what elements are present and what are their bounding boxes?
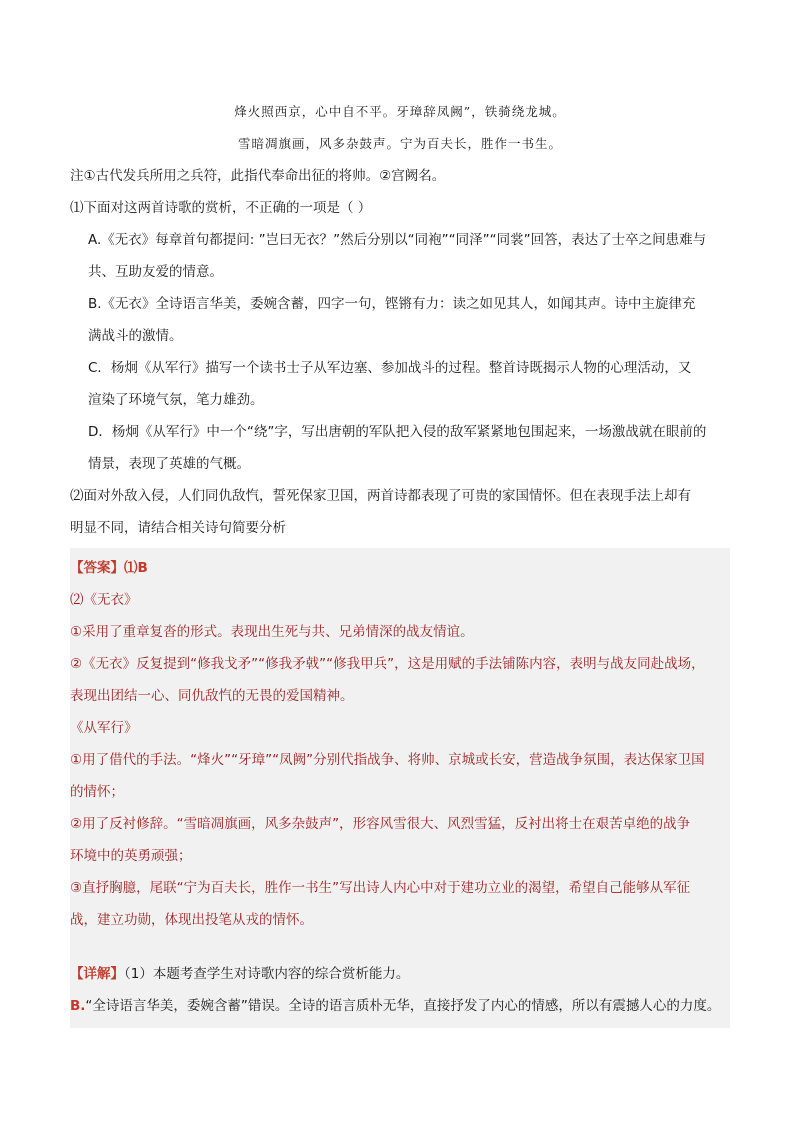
option-d: [70, 416, 730, 480]
detail-b-text: “全诗语言华美，委婉含蓄”错误。全诗的语言质朴无华，直接抒发了内心的情感，所以有震撼人心的力度。: [85, 998, 721, 1014]
option-a-line-2: 共、互助友爱的情意。: [88, 264, 223, 280]
answer-cjx-1-line-2: 的情怀；: [70, 784, 124, 800]
option-b: [70, 288, 730, 352]
answer-spacer: [70, 936, 730, 958]
poem-line-2: 雪暗凋旗画，风多杂鼓声。宁为百夫长，胜作一书生。: [237, 136, 562, 151]
option-a: [70, 224, 730, 288]
annotation-note: 注①古代发兵所用之兵符，此指代奉命出征的将帅。②宫阙名。: [70, 168, 446, 184]
answer-q2-head: ⑵《无衣》: [70, 592, 138, 608]
answer-tag: 【答案】: [70, 560, 124, 576]
document-page: [70, 96, 730, 1028]
detail-b-label: B.: [70, 998, 86, 1014]
option-b-line-2: 满战斗的激情。: [88, 328, 183, 344]
question-1-stem: ⑴下面对这两首诗歌的赏析，不正确的一项是（ ）: [70, 200, 372, 216]
option-c-line-2: 渲染了环境气氛，笔力雄劲。: [88, 392, 264, 408]
option-d-line-1: D．杨炯《从军行》中一个“绕”字，写出唐朝的军队把入侵的敌军紧紧地包围起来，一场激战就在眼前的: [88, 424, 707, 440]
poem-line-1: 烽火照西京，心中自不平。牙璋辞凤阙”，铁骑绕龙城。: [234, 104, 566, 119]
option-b-line-1: B.《无衣》全诗语言华美，委婉含蓄，四字一句，铿锵有力：读之如见其人，如闻其声。诗中主旋律充: [88, 296, 696, 312]
answer-wuyi-2-line-1: ②《无衣》反复提到“修我戈矛”“修我矛戟”“修我甲兵”，这是用赋的手法铺陈内容，表明与战友同赴战场，: [70, 656, 705, 672]
option-c: [70, 352, 730, 416]
answer-wuyi-1: ①采用了重章复沓的形式。表现出生死与共、兄弟情深的战友情谊。: [70, 624, 474, 640]
answer-cjx-2-line-1: ②用了反衬修辞。“雪暗凋旗画，风多杂鼓声”，形容风雪很大、风烈雪猛，反衬出将士在艰苦卓绝的战争: [70, 816, 691, 832]
answer-wuyi-2-line-2: 表现出团结一心、同仇敌忾的无畏的爱国精神。: [70, 688, 354, 704]
answer-section: [70, 548, 730, 1028]
answer-cjx-3-line-2: 战，建立功勋，体现出投笔从戎的情怀。: [70, 912, 313, 928]
question-2-line-1: ⑵面对外敌入侵，人们同仇敌忾，誓死保家卫国，两首诗都表现了可贵的家国情怀。但在表现手法上却有: [70, 488, 691, 504]
answer-q1: ⑴B: [124, 560, 148, 576]
option-a-line-1: A.《无衣》每章首句都提问: ”岂曰无衣？”然后分别以“同袍”“同泽”“同裳”回答，表达了士卒之间患难与: [88, 232, 707, 248]
option-c-line-1: C．杨炯《从军行》描写一个读书士子从军边塞、参加战斗的过程。整首诗既揭示人物的心理活动，又: [88, 360, 692, 376]
detail-tag: 【详解】: [70, 966, 124, 982]
answer-cjx-head: 《从军行》: [70, 720, 138, 736]
option-d-line-2: 情景，表现了英雄的气概。: [88, 456, 250, 472]
answer-cjx-3-line-1: ③直抒胸臆，尾联“宁为百夫长，胜作一书生”写出诗人内心中对于建功立业的渴望，希望自己能够从军征: [70, 880, 691, 896]
answer-cjx-2-line-2: 环境中的英勇顽强；: [70, 848, 192, 864]
question-2-line-2: 明显不同，请结合相关诗句简要分析: [70, 520, 286, 536]
answer-cjx-1-line-1: ①用了借代的手法。“烽火”“牙璋”“凤阙”分别代指战争、将帅、京城或长安，营造战争氛围，表达保家卫国: [70, 752, 705, 768]
detail-line-1: （1）本题考查学生对诗歌内容的综合赏析能力。: [124, 966, 410, 982]
